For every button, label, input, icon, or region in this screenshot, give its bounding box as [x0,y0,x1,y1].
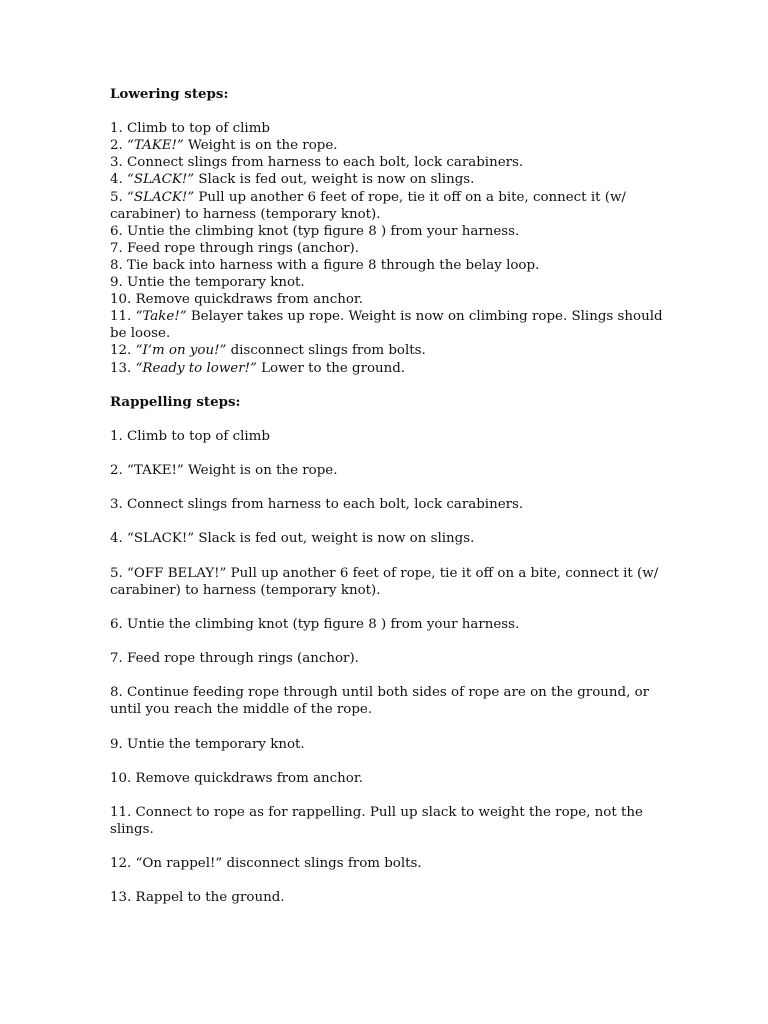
step-number: 12. [110,343,136,359]
rappelling-step: 7. Feed rope through rings (anchor). [110,651,359,667]
rappelling-step: 10. Remove quickdraws from anchor. [110,770,364,786]
rappelling-step: 11. Connect to rope as for rappelling. Pull up slack to weight the rope, not the slings. [110,804,643,838]
step-callout: “Ready to lower!” [135,360,257,376]
step-text: Belayer takes up rope. Weight is now on climbing rope. Slings should be loose. [110,309,663,342]
step-text: Climb to top of climb [127,121,270,137]
step-number: 4. [110,172,128,188]
rappelling-steps-list [110,428,665,907]
lowering-step [110,189,665,223]
lowering-steps-list [110,120,665,376]
lowering-step [110,154,665,171]
lowering-step [110,308,665,342]
rappelling-step: 3. Connect slings from harness to each bolt, lock carabiners. [110,497,524,513]
step-callout: “I’m on you!” [135,343,227,359]
lowering-step [110,120,665,137]
step-text: Untie the temporary knot. [127,275,305,291]
step-text: Remove quickdraws from anchor. [135,292,364,308]
step-text: Feed rope through rings (anchor). [127,240,359,256]
step-number: 5. [110,189,128,205]
step-number: 7. [110,240,128,256]
lowering-step [110,360,665,377]
lowering-step [110,342,665,359]
rappelling-step: 1. Climb to top of climb [110,428,270,444]
step-callout: “Take!” [135,309,187,325]
step-text: disconnect slings from bolts. [226,343,426,359]
step-text: Tie back into harness with a figure 8 through the belay loop. [127,257,540,273]
step-number: 3. [110,155,128,171]
spacer [110,103,665,120]
document-page [110,86,665,924]
spacer [110,377,665,394]
step-number: 8. [110,257,128,273]
step-text: Slack is fed out, weight is now on slings. [194,172,475,188]
lowering-step [110,291,665,308]
rappelling-step: 6. Untie the climbing knot (typ figure 8 ) from your harness. [110,616,520,632]
spacer [110,411,665,428]
lowering-step [110,274,665,291]
step-number: 6. [110,223,128,239]
step-number: 10. [110,292,136,308]
step-callout: “SLACK!” [127,189,195,205]
rappelling-step: 12. “On rappel!” disconnect slings from bolts. [110,856,422,872]
step-number: 9. [110,275,128,291]
step-number: 2. [110,138,128,154]
step-text: Weight is on the rope. [183,138,338,154]
step-text: Lower to the ground. [256,360,406,376]
lowering-step [110,240,665,257]
step-callout: “TAKE!” [127,138,184,154]
lowering-step [110,137,665,154]
step-text: Untie the climbing knot (typ figure 8 ) from your harness. [127,223,520,239]
lowering-step [110,257,665,274]
rappelling-step: 5. “OFF BELAY!” Pull up another 6 feet of rope, tie it off on a bite, connect it (w/ carabiner) to harness (temporary knot). [110,565,659,598]
step-number: 1. [110,121,128,137]
rappelling-heading: Rappelling steps: [110,393,241,410]
rappelling-step: 8. Continue feeding rope through until both sides of rope are on the ground, or until you reach the middle of the rope. [110,685,650,718]
step-text: Pull up another 6 feet of rope, tie it off on a bite, connect it (w/ carabiner) to harness (temporary knot). [110,189,626,222]
rappelling-step: 4. “SLACK!” Slack is fed out, weight is now on slings. [110,531,475,547]
step-callout: “SLACK!” [127,172,195,188]
rappelling-step: 2. “TAKE!” Weight is on the rope. [110,463,338,479]
lowering-heading: Lowering steps: [110,86,229,102]
step-text: Connect slings from harness to each bolt, lock carabiners. [127,155,524,171]
lowering-step [110,171,665,188]
rappelling-step: 13. Rappel to the ground. [110,890,285,906]
step-number: 11. [110,309,136,325]
lowering-step [110,223,665,240]
step-number: 13. [110,360,136,376]
rappelling-step: 9. Untie the temporary knot. [110,736,305,752]
